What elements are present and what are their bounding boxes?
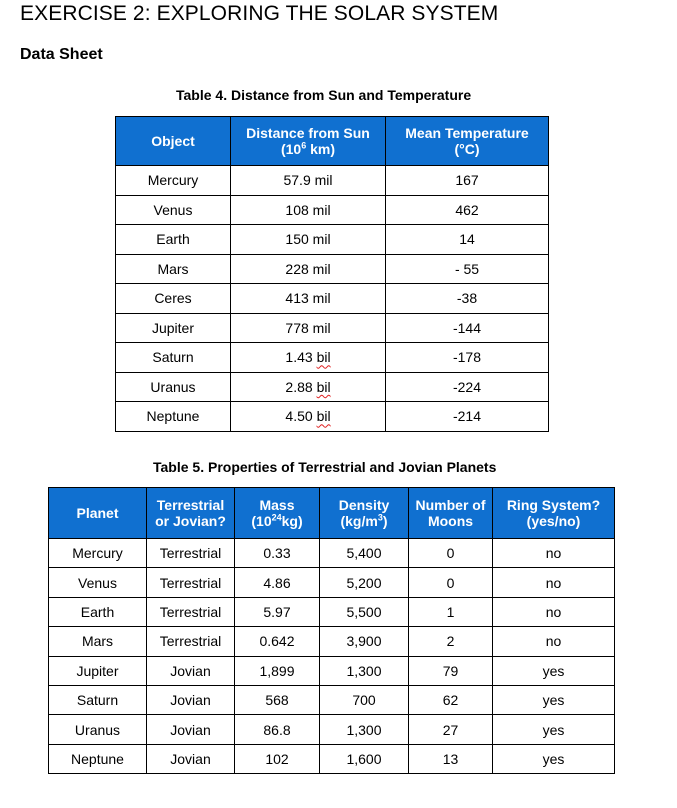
cell-mass: 1,899 (235, 656, 320, 685)
cell-mass: 568 (235, 685, 320, 714)
column-header-moons: Number of Moons (409, 488, 493, 539)
table-row (116, 254, 549, 284)
cell-distance: 778 mil (231, 313, 386, 343)
cell-object: Ceres (116, 284, 231, 314)
cell-type: Jovian (147, 685, 235, 714)
cell-temperature: -38 (386, 284, 549, 314)
cell-mass: 0.33 (235, 539, 320, 568)
table-row (116, 402, 549, 432)
cell-distance: 1.43 bil (231, 343, 386, 373)
cell-temperature: - 55 (386, 254, 549, 284)
table4-caption: Table 4. Distance from Sun and Temperature (176, 87, 472, 103)
cell-rings: no (493, 597, 615, 626)
column-header-planet: Planet (49, 488, 147, 539)
cell-moons: 62 (409, 685, 493, 714)
cell-type: Jovian (147, 656, 235, 685)
table-row (49, 597, 615, 626)
table-row (49, 627, 615, 656)
cell-mass: 5.97 (235, 597, 320, 626)
cell-distance: 228 mil (231, 254, 386, 284)
cell-distance: 57.9 mil (231, 166, 386, 196)
cell-temperature: 14 (386, 225, 549, 255)
cell-type: Terrestrial (147, 539, 235, 568)
table-row (116, 225, 549, 255)
column-header-mass: Mass $(10^{24}kg)$ (235, 488, 320, 539)
table-row (116, 343, 549, 373)
cell-moons: 2 (409, 627, 493, 656)
table-row (49, 568, 615, 597)
cell-rings: yes (493, 656, 615, 685)
cell-distance: 2.88 bil (231, 372, 386, 402)
cell-density: 1,300 (320, 656, 409, 685)
cell-object: Jupiter (116, 313, 231, 343)
cell-moons: 0 (409, 539, 493, 568)
cell-planet: Venus (49, 568, 147, 597)
spellcheck-word: bil (316, 378, 331, 395)
table-row (116, 195, 549, 225)
cell-type: Terrestrial (147, 627, 235, 656)
column-header-type: Terrestrial or Jovian? (147, 488, 235, 539)
spellcheck-word: bil (316, 408, 331, 425)
distance-temperature-table (115, 116, 549, 432)
cell-density: 5,500 (320, 597, 409, 626)
cell-temperature: 462 (386, 195, 549, 225)
cell-object: Venus (116, 195, 231, 225)
cell-type: Jovian (147, 744, 235, 773)
cell-type: Terrestrial (147, 568, 235, 597)
cell-mass: 86.8 (235, 715, 320, 744)
cell-rings: no (493, 539, 615, 568)
table-row (49, 656, 615, 685)
cell-planet: Uranus (49, 715, 147, 744)
cell-moons: 1 (409, 597, 493, 626)
cell-moons: 13 (409, 744, 493, 773)
table-row (49, 715, 615, 744)
column-header-density: Density $(kg/m^3)$ (320, 488, 409, 539)
cell-object: Earth (116, 225, 231, 255)
column-header-distance: Distance from Sun ($10^6$ km) (231, 117, 386, 166)
cell-distance: 413 mil (231, 284, 386, 314)
cell-density: 700 (320, 685, 409, 714)
cell-rings: yes (493, 685, 615, 714)
cell-moons: 0 (409, 568, 493, 597)
cell-density: 1,600 (320, 744, 409, 773)
cell-density: 3,900 (320, 627, 409, 656)
spellcheck-word: bil (316, 349, 331, 366)
cell-object: Mars (116, 254, 231, 284)
table-header-row (49, 488, 615, 539)
cell-density: 5,400 (320, 539, 409, 568)
table-row (116, 166, 549, 196)
cell-distance: 108 mil (231, 195, 386, 225)
cell-density: 1,300 (320, 715, 409, 744)
table-row (49, 685, 615, 714)
cell-mass: 4.86 (235, 568, 320, 597)
cell-mass: 0.642 (235, 627, 320, 656)
cell-type: Jovian (147, 715, 235, 744)
table5-caption: Table 5. Properties of Terrestrial and Jovian Planets (153, 459, 497, 475)
cell-rings: yes (493, 715, 615, 744)
cell-distance: 4.50 bil (231, 402, 386, 432)
cell-object: Uranus (116, 372, 231, 402)
cell-temperature: -144 (386, 313, 549, 343)
cell-temperature: -224 (386, 372, 549, 402)
column-header-temperature: Mean Temperature (°C) (386, 117, 549, 166)
cell-object: Saturn (116, 343, 231, 373)
cell-temperature: 167 (386, 166, 549, 196)
column-header-object: Object (116, 117, 231, 166)
planet-properties-table (48, 487, 615, 774)
cell-moons: 27 (409, 715, 493, 744)
table-row (116, 372, 549, 402)
cell-temperature: -178 (386, 343, 549, 373)
cell-density: 5,200 (320, 568, 409, 597)
cell-object: Neptune (116, 402, 231, 432)
cell-distance: 150 mil (231, 225, 386, 255)
cell-moons: 79 (409, 656, 493, 685)
cell-mass: 102 (235, 744, 320, 773)
table-row (49, 744, 615, 773)
table-row (116, 313, 549, 343)
table-row (49, 539, 615, 568)
cell-planet: Mercury (49, 539, 147, 568)
table-header-row (116, 117, 549, 166)
cell-planet: Saturn (49, 685, 147, 714)
section-heading: Data Sheet (20, 46, 103, 63)
cell-planet: Mars (49, 627, 147, 656)
cell-planet: Jupiter (49, 656, 147, 685)
page-title: EXERCISE 2: EXPLORING THE SOLAR SYSTEM (20, 2, 499, 25)
cell-rings: no (493, 568, 615, 597)
cell-rings: no (493, 627, 615, 656)
cell-temperature: -214 (386, 402, 549, 432)
column-header-rings: Ring System? (yes/no) (493, 488, 615, 539)
cell-rings: yes (493, 744, 615, 773)
cell-planet: Neptune (49, 744, 147, 773)
cell-type: Terrestrial (147, 597, 235, 626)
cell-object: Mercury (116, 166, 231, 196)
table-row (116, 284, 549, 314)
cell-planet: Earth (49, 597, 147, 626)
